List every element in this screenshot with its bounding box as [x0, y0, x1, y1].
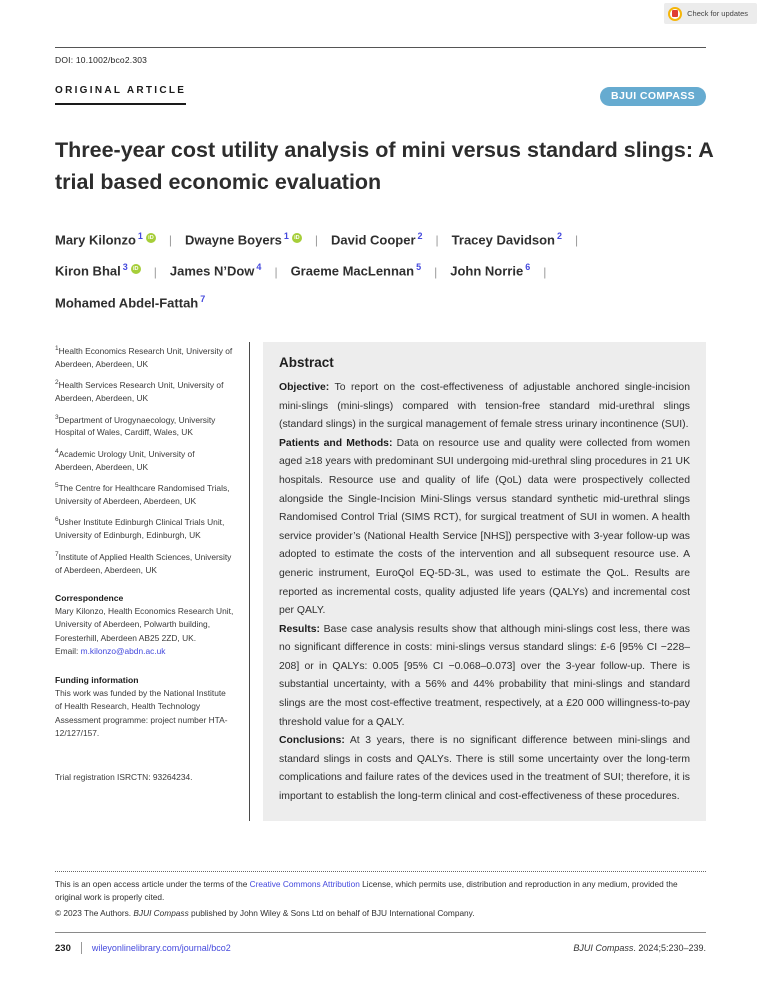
- author: [170, 254, 291, 285]
- header-rule: [55, 47, 706, 48]
- abstract-section-text: At 3 years, there is no significant difference between mini-slings and standard slings in costs and QALYs. There is still some uncertainty over the long-term complications and failure rates of the devices used in the treatment of SUI; therefore, it is important to establish the long-term clinical and cost-effectiveness of these procedures.: [279, 735, 690, 803]
- author-affiliation-sup: 4: [256, 262, 262, 273]
- abstract-section: [279, 379, 690, 435]
- author-affiliation-sup: 3: [122, 262, 128, 273]
- author-separator: |: [168, 233, 173, 248]
- abstract-section-label: Conclusions:: [279, 735, 345, 747]
- license-divider: [55, 871, 706, 872]
- author-affiliation-sup: 1: [283, 231, 289, 241]
- affiliation-text: Department of Urogynaecology, University Hospital of Wales, Cardiff, Wales, UK: [55, 414, 216, 438]
- affiliation-item: [55, 479, 235, 508]
- author: [331, 223, 452, 254]
- author-name: Graeme MacLennan: [290, 263, 415, 279]
- affiliation-item: [55, 376, 235, 405]
- sidebar-column: [55, 342, 250, 821]
- author-separator: |: [434, 264, 438, 279]
- creative-commons-link[interactable]: Creative Commons Attribution: [249, 878, 360, 889]
- footer: [55, 942, 706, 954]
- affiliation-sup: 5: [55, 482, 59, 490]
- author-affiliation-sup: 6: [525, 262, 531, 273]
- funding-text: This work was funded by the National Institute of Health Research, Health Technology Assessment programme: project number HTA-12/127/157.: [55, 687, 228, 739]
- affiliation-item: [55, 342, 235, 371]
- author-name: Dwayne Boyers: [185, 232, 282, 248]
- abstract-section: [279, 732, 690, 806]
- journal-site-link[interactable]: wileyonlinelibrary.com/journal/bco2: [91, 943, 231, 954]
- citation: [573, 943, 706, 953]
- check-for-updates-label: Check for updates: [687, 9, 748, 18]
- affiliation-text: The Centre for Healthcare Randomised Trials, University of Aberdeen, Aberdeen, UK: [55, 482, 230, 506]
- author: [55, 286, 205, 316]
- author-name: James N’Dow: [169, 263, 255, 279]
- author-name: David Cooper: [331, 232, 416, 248]
- author-separator: |: [153, 264, 157, 279]
- author: [291, 254, 451, 285]
- author-affiliation-sup: 1: [137, 231, 143, 241]
- correspondence-text: Mary Kilonzo, Health Economics Research Unit, University of Aberdeen, Polwarth building, Foresterhill, Aberdeen AB25 2ZD, UK.: [55, 605, 234, 643]
- doi-text: DOI: 10.1002/bco2.303: [55, 55, 148, 65]
- abstract-section-label: Objective:: [279, 381, 330, 393]
- author-name: Mohamed Abdel-Fattah: [55, 294, 199, 310]
- check-for-updates-button[interactable]: [664, 3, 757, 24]
- orcid-icon[interactable]: iD: [131, 264, 141, 274]
- affiliation-item: [55, 445, 235, 474]
- open-access-pre: This is an open access article under the terms of the: [55, 878, 250, 889]
- citation-journal: BJUI Compass: [573, 943, 634, 954]
- author: [185, 223, 331, 254]
- author-name: Mary Kilonzo: [55, 232, 136, 248]
- journal-badge: BJUI COMPASS: [600, 87, 706, 106]
- copyright-journal: BJUI Compass: [133, 907, 189, 918]
- author: [55, 254, 170, 285]
- abstract-heading: Abstract: [279, 354, 334, 370]
- trial-registration: Trial registration ISRCTN: 93264234.: [55, 771, 193, 782]
- affiliation-text: Health Services Research Unit, University of Aberdeen, Aberdeen, UK: [55, 380, 224, 404]
- abstract-section-label: Results:: [279, 623, 320, 635]
- affiliation-item: [55, 548, 235, 577]
- abstract-section-text: Data on resource use and quality were collected from women aged ≥18 years with predominant SUI undergoing mid-urethral sling procedures in 21 UK hospitals. Resource use and quality of life (QoL) data were prospectively collected alongside the Single-Incision Mini-Slings versus standard synthetic mid-urethral slings Randomised Control Trial (SIMS RCT), for surgical treatment of SUI in women. A health service provider’s (National Health Service [NHS]) perspective with 3-year follow-up was adopted to estimate the costs of the intervention and all subsequent resource use. A generic instrument, EuroQol EQ-5D-3L, was used to estimate the QoL. Results are reported as incremental costs, quality adjusted life years (QALYs) and incremental cost per QALY.: [279, 437, 690, 617]
- affiliation-sup: 4: [55, 447, 59, 455]
- copyright-pre: © 2023 The Authors.: [55, 907, 134, 918]
- paper-title: Three-year cost utility analysis of mini versus standard slings: A trial based economic evaluation: [55, 138, 713, 194]
- abstract-section: [279, 621, 690, 733]
- citation-rest: . 2024;5:230–239.: [633, 943, 706, 954]
- page-number: 230: [55, 942, 71, 954]
- abstract-section-text: Base case analysis results show that although mini-slings cost less, there was no significant difference in costs: mini-slings versus standard slings: £-6 [95% CI −228–208] or in QALYs: 0.005 [95% CI −0.068–0.073] over the 3-year follow-up. There is substantial uncertainty, with a 56% and 44% probability that mini-slings and standard slings are the most cost-effective treatment, respectively, at a £20 000 willingness-to-pay threshold value for a QALY.: [279, 623, 690, 728]
- author: [452, 223, 591, 254]
- abstract-sections: [279, 379, 690, 807]
- author-name: Tracey Davidson: [451, 232, 555, 248]
- affiliation-text: Academic Urology Unit, University of Aberdeen, Aberdeen, UK: [55, 448, 195, 472]
- orcid-icon[interactable]: iD: [146, 233, 156, 243]
- email-link[interactable]: m.kilonzo@abdn.ac.uk: [80, 646, 166, 657]
- open-access-statement: [55, 878, 706, 905]
- abstract-section-label: Patients and Methods:: [279, 437, 393, 449]
- author-separator: |: [314, 233, 319, 248]
- author: [450, 254, 559, 285]
- footer-divider: [81, 942, 82, 954]
- author-list: [55, 223, 675, 316]
- funding-heading: Funding information: [55, 674, 139, 685]
- author-affiliation-sup: 2: [417, 231, 423, 241]
- copyright-post: published by John Wiley & Sons Ltd on behalf of BJU International Company.: [188, 907, 475, 918]
- check-for-updates-icon: [668, 7, 682, 21]
- author-name: Kiron Bhal: [55, 263, 121, 279]
- author-name: John Norrie: [450, 263, 524, 279]
- affiliation-sup: 7: [55, 550, 59, 558]
- affiliation-sup: 6: [55, 516, 59, 524]
- affiliation-text: Institute of Applied Health Sciences, University of Aberdeen, Aberdeen, UK: [55, 551, 232, 575]
- author-separator: |: [543, 264, 547, 279]
- affiliation-item: [55, 513, 235, 542]
- author-separator: |: [575, 233, 579, 248]
- author-affiliation-sup: 7: [200, 293, 206, 304]
- copyright-line: [55, 907, 706, 921]
- affiliation-sup: 1: [55, 344, 59, 352]
- affiliation-text: Usher Institute Edinburgh Clinical Trials Unit, University of Edinburgh, Edinburgh, UK: [55, 517, 225, 541]
- author-separator: |: [274, 264, 278, 279]
- affiliation-item: [55, 411, 235, 440]
- affiliation-list: [55, 342, 235, 577]
- affiliation-sup: 3: [55, 413, 59, 421]
- abstract-box: [263, 342, 706, 821]
- correspondence-heading: Correspondence: [55, 592, 124, 603]
- author: [55, 223, 185, 254]
- author-affiliation-sup: 5: [416, 262, 422, 273]
- abstract-section-text: To report on the cost-effectiveness of adjustable anchored single-incision mini-slings (mini-slings) compared with tension-free standard mid-urethral slings (standard slings) in the surgical management of female stress urinary incontinence (SUI).: [279, 381, 690, 431]
- email-label: Email:: [55, 646, 81, 657]
- orcid-icon[interactable]: iD: [292, 233, 302, 243]
- footer-rule: [55, 932, 706, 933]
- author-separator: |: [435, 233, 439, 248]
- author-affiliation-sup: 2: [557, 231, 563, 241]
- affiliation-text: Health Economics Research Unit, University of Aberdeen, Aberdeen, UK: [55, 345, 233, 369]
- open-access-post: License, which permits use, distribution and reproduction in any medium, provided the original work is properly cited.: [55, 878, 678, 903]
- affiliation-sup: 2: [55, 379, 59, 387]
- abstract-section: [279, 435, 690, 621]
- article-type-label: ORIGINAL ARTICLE: [55, 85, 186, 105]
